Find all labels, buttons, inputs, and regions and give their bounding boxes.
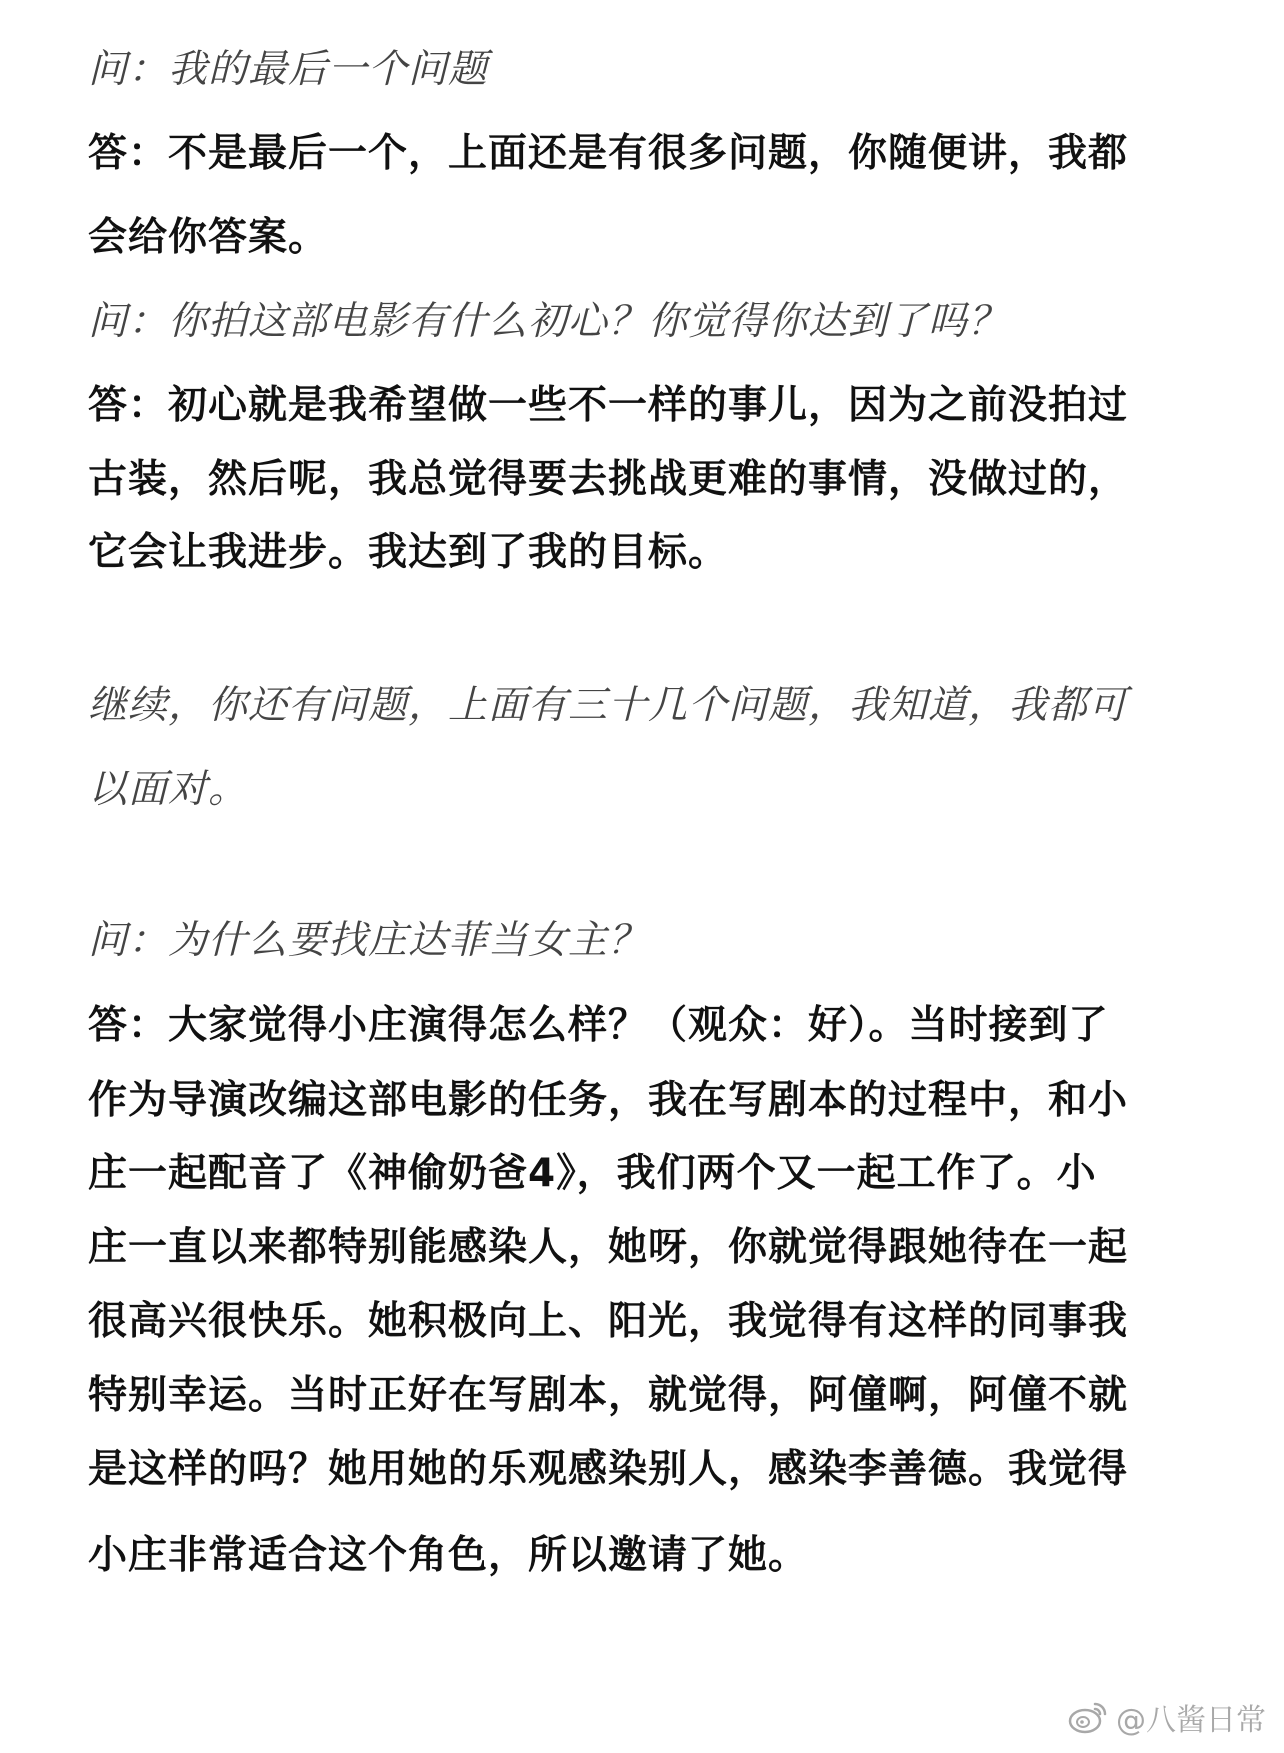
question-line: 问：为什么要找庄达菲当女主？ — [88, 918, 649, 963]
answer-line: 古装，然后呢，我总觉得要去挑战更难的事情，没做过的， — [88, 457, 1129, 502]
watermark-text: @八酱日常 — [1116, 1703, 1266, 1738]
answer-line: 它会让我进步。我达到了我的目标。 — [88, 530, 729, 575]
answer-line: 答：不是最后一个，上面还是有很多问题，你随便讲，我都 — [88, 131, 1129, 176]
answer-line: 特别幸运。当时正好在写剧本，就觉得，阿僮啊，阿僮不就 — [88, 1373, 1129, 1418]
answer-line: 庄一直以来都特别能感染人，她呀，你就觉得跟她待在一起 — [88, 1225, 1129, 1270]
answer-line: 是这样的吗？她用她的乐观感染别人，感染李善德。我觉得 — [88, 1447, 1129, 1492]
question-line: 问：我的最后一个问题 — [88, 47, 489, 92]
answer-line: 小庄非常适合这个角色，所以邀请了她。 — [88, 1533, 809, 1578]
answer-line: 会给你答案。 — [88, 215, 329, 260]
narration-line: 继续，你还有问题，上面有三十几个问题，我知道，我都可 — [88, 683, 1129, 728]
question-line: 问：你拍这部电影有什么初心？你觉得你达到了吗？ — [88, 299, 1009, 344]
weibo-logo-icon — [1068, 1700, 1108, 1734]
answer-line: 很高兴很快乐。她积极向上、阳光，我觉得有这样的同事我 — [88, 1299, 1129, 1344]
watermark — [1068, 1695, 1266, 1739]
narration-line: 以面对。 — [88, 767, 249, 812]
answer-line: 庄一起配音了《神偷奶爸4》，我们两个又一起工作了。小 — [88, 1151, 1097, 1196]
answer-line: 作为导演改编这部电影的任务，我在写剧本的过程中，和小 — [88, 1078, 1129, 1123]
answer-line: 答：大家觉得小庄演得怎么样？（观众：好）。当时接到了 — [88, 1003, 1109, 1048]
answer-line: 答：初心就是我希望做一些不一样的事儿，因为之前没拍过 — [88, 383, 1129, 428]
